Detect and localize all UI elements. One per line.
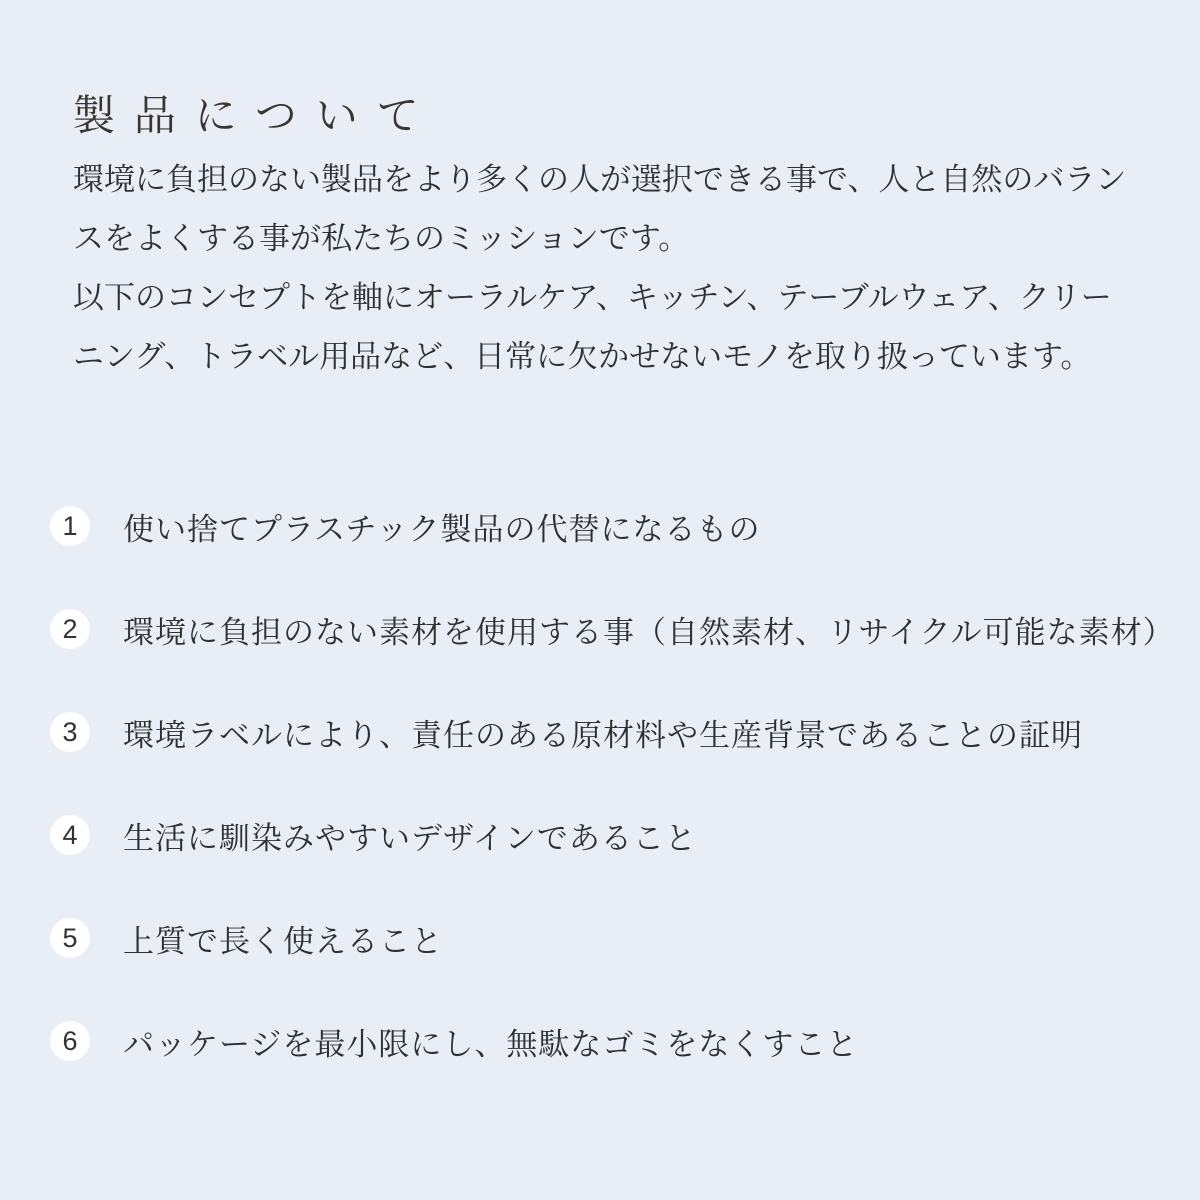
concept-number-badge: 2 [50,609,90,649]
concept-number-badge: 3 [50,712,90,752]
concept-item [50,1017,1140,1065]
concept-number-badge: 5 [50,918,90,958]
concept-item-text: 使い捨てプラスチック製品の代替になるもの [123,511,761,547]
concept-item-text: 環境ラベルにより、責任のある原材料や生産背景であることの証明 [123,717,1083,753]
concept-item [50,708,1140,756]
intro-line: スをよくする事が私たちのミッションです。 [73,221,690,256]
intro-line: 環境に負担のない製品をより多くの人が選択できる事で、人と自然のバラン [73,162,1127,197]
intro-line: ニング、トラベル用品など、日常に欠かせないモノを取り扱っています。 [73,339,1092,374]
concept-item [50,605,1175,653]
section-title: 製品について [73,92,438,139]
intro-line: 以下のコンセプトを軸にオーラルケア、キッチン、テーブルウェア、クリー [73,280,1112,315]
concept-item-text: 環境に負担のない素材を使用する事（自然素材、リサイクル可能な素材） [123,614,1175,650]
concept-number-badge: 4 [50,815,90,855]
concept-number-badge: 1 [50,506,90,546]
intro-text [73,150,1140,386]
concept-item-text: パッケージを最小限にし、無駄なゴミをなくすこと [123,1026,859,1062]
concept-item [50,502,1140,550]
concept-list [50,502,1175,1065]
concept-item-text: 生活に馴染みやすいデザインであること [123,820,697,856]
concept-number-badge: 6 [50,1021,90,1061]
concept-item-text: 上質で長く使えること [123,923,443,959]
concept-item [50,811,1140,859]
concept-item [50,914,1140,962]
